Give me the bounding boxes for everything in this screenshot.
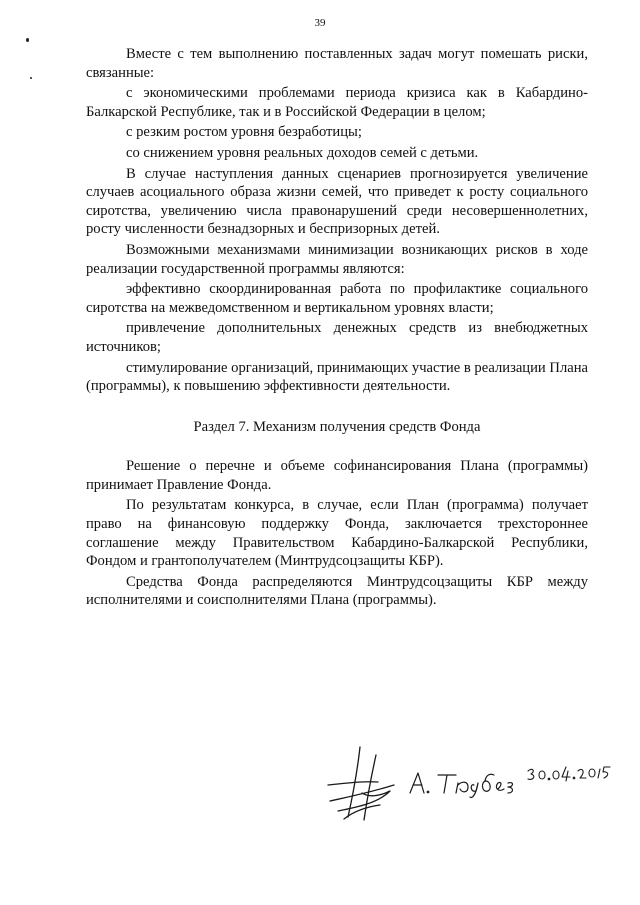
page-number: 39 bbox=[314, 17, 326, 29]
paragraph-risk-unemployment: с резким ростом уровня безработицы; bbox=[126, 124, 362, 141]
paragraph-mitigation-stimulation: стимулирование организаций, принимающих участие в реализации Плана (программы), к повышению эффективности деятельности. bbox=[86, 359, 588, 395]
paragraph-fund-distribution: Средства Фонда распределяются Минтрудсоцзащиты КБР между исполнителями и соисполнителями Плана (программы). bbox=[86, 573, 588, 609]
paragraph-risk-income: со снижением уровня реальных доходов семей с детьми. bbox=[126, 144, 479, 161]
paragraph-risks-intro: Вместе с тем выполнению поставленных задач могут помешать риски, связанные: bbox=[86, 46, 588, 81]
paragraph-risk-economic: с экономическими проблемами периода кризиса как в Кабардино-Балкарской Республике, так и в Российской Федерации в целом; bbox=[86, 85, 588, 120]
document-body bbox=[86, 45, 588, 610]
signature-block bbox=[318, 745, 618, 825]
signature-scribble bbox=[328, 747, 394, 820]
scan-speck bbox=[30, 77, 32, 79]
paragraph-mitigation-intro: Возможными механизмами минимизации возникающих рисков в ходе реализации государственной программы являются: bbox=[86, 241, 588, 277]
paragraph-mitigation-funding: привлечение дополнительных денежных средств из внебюджетных источников; bbox=[86, 320, 588, 355]
paragraph-mitigation-coordination: эффективно скоординированная работа по профилактике социального сиротства на межведомственном и вертикальном уровнях власти; bbox=[86, 281, 588, 316]
paragraph-fund-decision: Решение о перечне и объеме софинансирования Плана (программы) принимает Правление Фонда. bbox=[86, 458, 588, 493]
paragraph-fund-agreement: По результатам конкурса, в случае, если План (программа) получает право на финансовую поддержку Фонда, заключается трехстороннее соглашение между Правительством Кабардино-Балкарской Республики, Фондом и грантополучателем (Минтрудсоцзащиты КБР). bbox=[86, 497, 588, 570]
signature-date-handwriting bbox=[528, 767, 610, 781]
handwritten-signature bbox=[318, 745, 618, 825]
signature-name-handwriting bbox=[410, 773, 513, 797]
paragraph-scenario-consequences: В случае наступления данных сценариев прогнозируется увеличение случаев асоциального образа жизни семей, что приведет к росту социального сиротства, увеличению числа правонарушений среди несовершеннолетних, росту численности безнадзорных и беспризорных детей. bbox=[86, 165, 588, 238]
scan-speck bbox=[26, 38, 29, 42]
section-heading: Раздел 7. Механизм получения средств Фонда bbox=[193, 418, 481, 435]
